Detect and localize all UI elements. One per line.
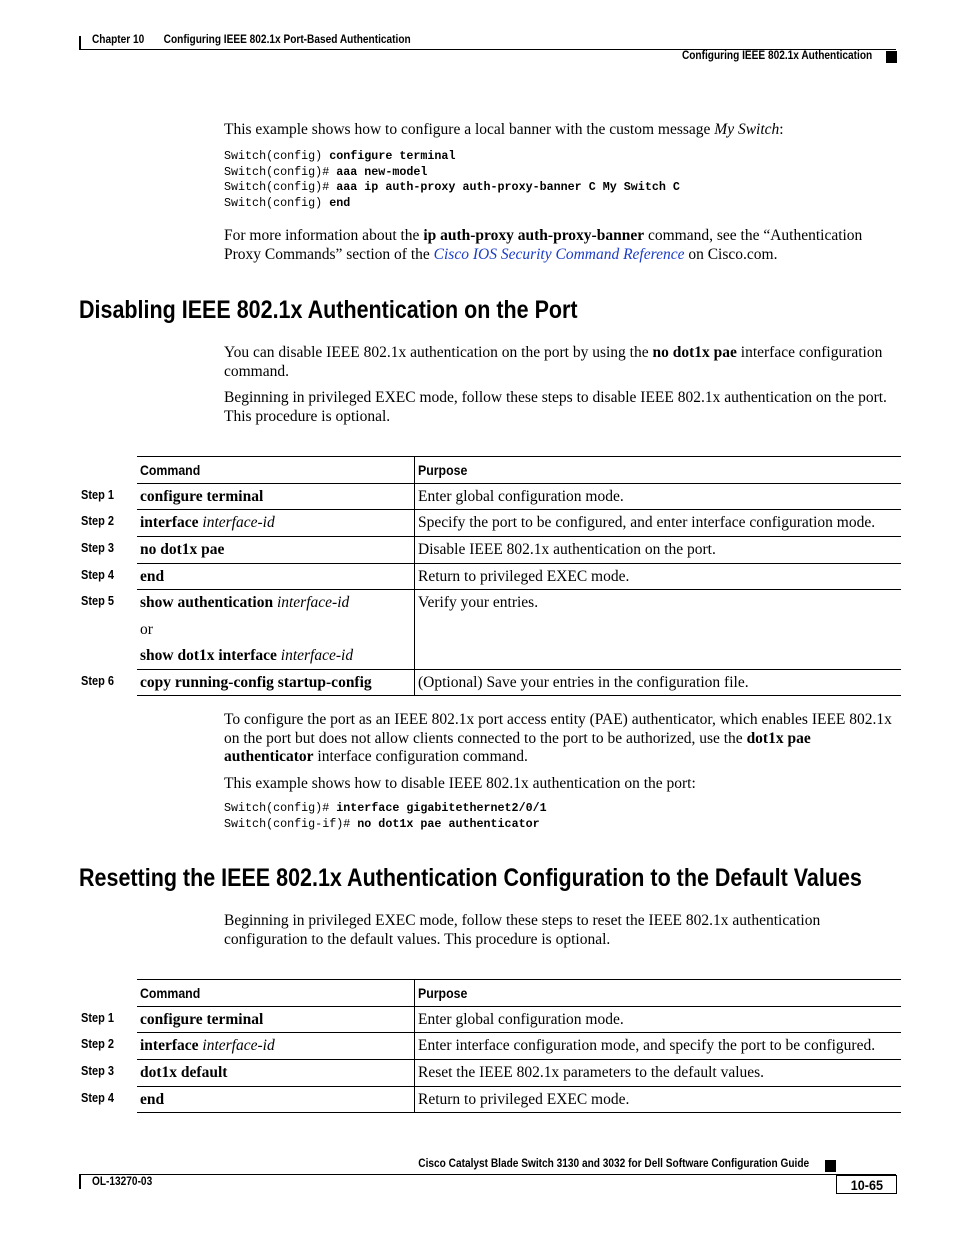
footer-doc-number: OL-13270-03 (92, 1176, 153, 1188)
chapter-number: Chapter 10 (92, 34, 145, 46)
banner-intro-italic: My Switch (714, 121, 780, 138)
command-reference-link[interactable]: Cisco IOS Security Command Reference (433, 245, 685, 263)
table-row: Step 2 interface interface-id Specify the port to be configured, and enter interface configuration mode. (137, 510, 901, 537)
disable-steps-table (81, 456, 901, 696)
section-title-disabling: Disabling IEEE 802.1x Authentication on the Port (79, 296, 578, 324)
section1-paragraph-4: This example shows how to disable IEEE 802.1x authentication on the port: (224, 775, 696, 792)
footer-marker (825, 1160, 836, 1172)
section1-paragraph-1: You can disable IEEE 802.1x authentication on the port by using the no dot1x pae interface configuration command. (224, 344, 883, 380)
section-title-resetting: Resetting the IEEE 802.1x Authentication Configuration to the Default Values (79, 864, 862, 892)
table-header-row (137, 456, 901, 484)
code-line: Switch(config)# aaa new-model (224, 164, 428, 179)
step-label: Step 2 (81, 514, 115, 528)
step-label: Step 4 (81, 568, 115, 582)
chapter-title: Configuring IEEE 802.1x Port-Based Authentication (163, 34, 411, 46)
table-row: Step 1 configure terminal Enter global configuration mode. (137, 1007, 901, 1033)
column-header-command: Command (140, 985, 201, 1001)
code-line: Switch(config) configure terminal (224, 149, 456, 163)
table-row: Step 1 configure terminal Enter global configuration mode. (137, 484, 901, 510)
step-label: Step 3 (81, 541, 115, 555)
table-row: Step 4 end Return to privileged EXEC mode. (137, 1087, 901, 1113)
header-chapter (92, 34, 411, 46)
step-label: Step 4 (81, 1091, 115, 1105)
table-row: Step 2 interface interface-id Enter interface configuration mode, and specify the port to be configured. (137, 1033, 901, 1060)
header-marker (886, 51, 897, 63)
table-row: Step 5 show authentication interface-id or show dot1x interface interface-id Verify your entries. (137, 590, 901, 670)
step-label: Step 3 (81, 1064, 115, 1078)
step-label: Step 2 (81, 1037, 115, 1051)
banner-intro-suffix: : (779, 121, 784, 138)
step-label: Step 5 (81, 594, 115, 608)
code-line: Switch(config)# aaa ip auth-proxy auth-proxy-banner C My Switch C (224, 180, 680, 194)
table-row: Step 3 dot1x default Reset the IEEE 802.1x parameters to the default values. (137, 1060, 901, 1087)
step-label: Step 6 (81, 674, 115, 688)
table-row: Step 3 no dot1x pae Disable IEEE 802.1x authentication on the port. (137, 537, 901, 564)
code-line: Switch(config) end (224, 195, 351, 210)
footer-rule (79, 1174, 81, 1189)
reset-steps-table (81, 979, 901, 1113)
footer-guide-title: Cisco Catalyst Blade Switch 3130 and 3032 for Dell Software Configuration Guide (418, 1158, 809, 1170)
section2-paragraph-1: Beginning in privileged EXEC mode, follow these steps to reset the IEEE 802.1x authentication configuration to the default values. This procedure is optional. (224, 912, 821, 948)
code-line: Switch(config)# interface gigabitethernet2/0/1 (224, 801, 547, 815)
step-label: Step 1 (81, 1011, 115, 1025)
header-rule (79, 36, 81, 50)
column-header-command: Command (140, 462, 201, 478)
table-row: Step 4 end Return to privileged EXEC mode. (137, 564, 901, 590)
page-number: 10-65 (836, 1175, 897, 1194)
more-info-command: ip auth-proxy auth-proxy-banner (423, 227, 645, 244)
banner-intro-text: This example shows how to configure a local banner with the custom message (224, 121, 715, 138)
section1-paragraph-3: To configure the port as an IEEE 802.1x port access entity (PAE) authenticator, which enables IEEE 802.1x on the port but does not allow clients connected to the port to be authorized, use the dot1x pae authenticator interface configuration command. (224, 711, 892, 765)
table-row: Step 6 copy running-config startup-config (Optional) Save your entries in the configuration file. (137, 670, 901, 696)
column-header-purpose: Purpose (414, 980, 901, 1006)
disable-code-block (224, 801, 547, 832)
footer-line (79, 1174, 896, 1175)
step-label: Step 1 (81, 488, 115, 502)
banner-intro (224, 121, 900, 140)
section1-paragraph-2: Beginning in privileged EXEC mode, follow these steps to disable IEEE 802.1x authentication on the port. This procedure is optional. (224, 389, 887, 425)
table-header-row (137, 979, 901, 1007)
banner-code-block (224, 149, 680, 211)
header-section: Configuring IEEE 802.1x Authentication (681, 50, 872, 62)
code-line: Switch(config-if)# no dot1x pae authenticator (224, 816, 540, 831)
more-info-paragraph: For more information about the ip auth-proxy auth-proxy-banner command, see the “Authentication Proxy Commands” section of the Cisco IOS Security Command Reference on Cisco.com. (224, 227, 863, 263)
column-header-purpose: Purpose (414, 457, 901, 483)
